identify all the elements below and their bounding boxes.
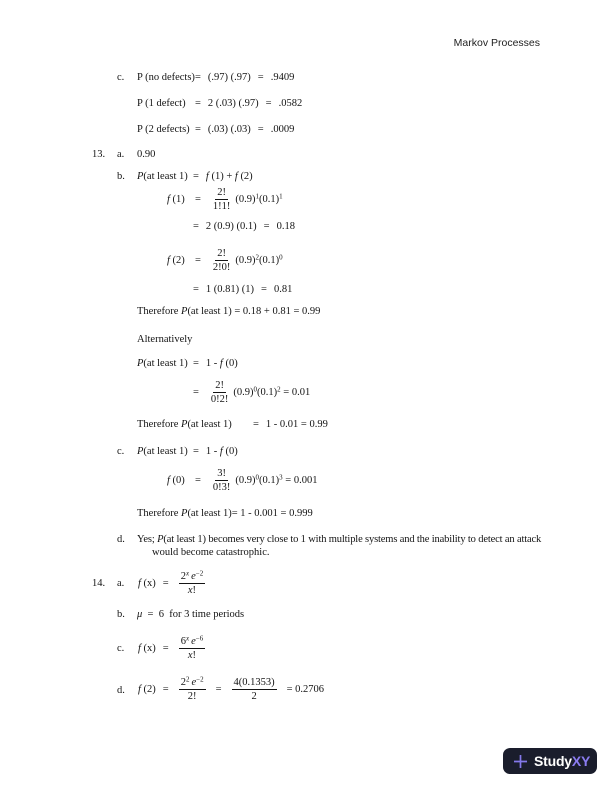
- term-exponent: 0: [255, 473, 260, 482]
- equals-sign: =: [215, 684, 222, 695]
- part-label-c: c.: [117, 446, 125, 457]
- equation-line: [137, 170, 253, 183]
- math-term: [235, 254, 282, 267]
- fraction-denominator: 0!3!: [212, 482, 231, 493]
- conclusion-line: [137, 507, 313, 520]
- var-p: P: [181, 306, 188, 317]
- math-text: (0): [222, 446, 238, 457]
- plus-icon: [513, 754, 528, 769]
- math-text: (x): [140, 578, 156, 589]
- equals-sign: =: [253, 419, 259, 430]
- fraction-numerator: 2!: [217, 187, 227, 198]
- part-label-c: c.: [117, 72, 125, 83]
- equals-sign: =: [195, 255, 201, 266]
- math-lhs: [137, 445, 193, 458]
- part-label-b: b.: [117, 609, 125, 620]
- var-p: P: [181, 419, 188, 430]
- term-exponent: 0: [279, 253, 283, 262]
- fraction: [209, 379, 231, 406]
- equals-sign: =: [193, 358, 199, 369]
- term-base: 6: [180, 636, 186, 647]
- math-term: 1 (0.81) (1): [205, 284, 255, 295]
- equation-line: [193, 220, 295, 233]
- equals-sign: =: [195, 124, 201, 135]
- equation-line: [193, 283, 292, 296]
- var-f: f: [167, 255, 170, 266]
- answer-text-line: [152, 546, 270, 559]
- math-term: 2 (.03) (.97): [207, 98, 259, 109]
- var-mu: μ: [137, 609, 143, 620]
- alternatively-label: [137, 333, 192, 346]
- equation-line: [167, 247, 283, 274]
- studyxy-logo: [503, 748, 597, 774]
- equals-sign: =: [193, 284, 199, 295]
- conclusion-line: [137, 418, 328, 431]
- term-base: (0.9): [235, 194, 256, 205]
- result-value: = 0.01: [280, 387, 311, 398]
- equation-line: [137, 608, 244, 621]
- part-label-b: b.: [117, 171, 125, 182]
- var-f: f: [219, 446, 223, 457]
- math-text: (at least 1): [143, 171, 188, 182]
- equals-sign: =: [257, 124, 264, 135]
- math-lhs: [137, 418, 253, 431]
- term-base: 2: [180, 677, 186, 688]
- term-exponent: 1: [255, 192, 260, 201]
- equals-sign: =: [162, 643, 169, 654]
- equation-line: [137, 445, 238, 458]
- equals-sign: =: [162, 684, 169, 695]
- result-value: = 0.001: [282, 475, 318, 486]
- equation-line: [137, 123, 294, 136]
- math-term: [235, 193, 282, 206]
- term-exponent: x: [185, 569, 190, 578]
- fraction-numerator: 4(0.1353): [233, 677, 275, 688]
- var-f: f: [219, 358, 223, 369]
- math-text: (2): [169, 255, 185, 266]
- fraction-numerator: [179, 570, 205, 584]
- math-lhs: [137, 170, 193, 183]
- result-value: 1 - 0.01 = 0.99: [265, 419, 328, 430]
- equals-sign: =: [257, 72, 264, 83]
- math-text: (at least 1): [143, 446, 188, 457]
- equals-sign: =: [162, 578, 169, 589]
- text: = 6 for 3 time periods: [142, 609, 245, 620]
- equation-line: [193, 379, 310, 406]
- math-text: (2): [237, 171, 253, 182]
- math-text: (1) +: [208, 171, 235, 182]
- equals-sign: =: [263, 221, 270, 232]
- text: (at least 1)= 1 - 0.001 = 0.999: [187, 508, 313, 519]
- equation-line: [137, 357, 238, 370]
- result-value: .0582: [278, 98, 303, 109]
- var-e: e: [191, 677, 197, 688]
- term-base: (0.9): [235, 475, 256, 486]
- math-term: 2 (0.9) (0.1): [205, 221, 257, 232]
- fraction-denominator: [186, 584, 198, 597]
- term-base: (0.1): [257, 387, 278, 398]
- equals-sign: =: [265, 98, 272, 109]
- logo-text-study: Study: [534, 753, 572, 769]
- fraction-denominator: 2: [251, 691, 257, 702]
- math-text: (2): [140, 684, 156, 695]
- fraction-denominator: 0!2!: [210, 394, 229, 405]
- result-value: 0.18: [276, 221, 295, 232]
- var-p: P: [137, 446, 144, 457]
- text: Therefore: [137, 508, 182, 519]
- fraction: [179, 635, 205, 662]
- var-e: e: [191, 571, 196, 582]
- text: (at least 1) becomes very close to 1 with multiple systems and the inability to detect an attack: [163, 534, 542, 545]
- math-term: [235, 474, 317, 487]
- math-lhs: [138, 642, 156, 655]
- term-base: (0.1): [259, 475, 280, 486]
- equals-sign: =: [195, 475, 201, 486]
- answer-13a: 0.90: [137, 149, 156, 160]
- equals-sign: =: [195, 194, 201, 205]
- fraction: [179, 570, 205, 597]
- fraction: [211, 467, 233, 494]
- term-exponent: 3: [279, 473, 283, 482]
- equals-sign: =: [193, 221, 199, 232]
- math-term: (.97) (.97): [207, 72, 251, 83]
- equals-sign: =: [195, 98, 201, 109]
- fraction-numerator: 2!: [215, 380, 225, 391]
- term-exponent: −2: [196, 675, 204, 684]
- var-f: f: [138, 643, 141, 654]
- fraction: [211, 186, 233, 213]
- equals-sign: =: [195, 72, 201, 83]
- term-exponent: x: [185, 634, 190, 643]
- factorial: !: [192, 650, 197, 661]
- var-p: P: [157, 534, 164, 545]
- term-base: (0.1): [259, 255, 280, 266]
- term-exponent: 2: [277, 385, 281, 394]
- math-term: [233, 386, 310, 399]
- equation-line: [167, 467, 317, 494]
- math-text: 1 -: [205, 446, 220, 457]
- equation-line: [138, 635, 208, 662]
- var-f: f: [234, 171, 238, 182]
- equation-line: [167, 186, 283, 213]
- math-lhs: P (1 defect): [137, 98, 186, 109]
- fraction-denominator: 1!1!: [212, 201, 231, 212]
- term-exponent: 1: [279, 192, 283, 201]
- factorial: !: [192, 585, 197, 596]
- term-base: 2: [180, 571, 186, 582]
- fraction-denominator: 2!0!: [212, 262, 231, 273]
- term-base: (0.9): [235, 255, 256, 266]
- equation-line: [138, 676, 331, 703]
- text: Therefore: [137, 306, 182, 317]
- equation-line: [137, 97, 302, 110]
- math-text: (x): [140, 643, 156, 654]
- term-exponent: −2: [195, 569, 204, 578]
- var-x: x: [187, 650, 193, 661]
- part-label-a: a.: [117, 149, 125, 160]
- fraction: [211, 247, 233, 274]
- term-base: (0.9): [233, 387, 254, 398]
- text: Therefore: [137, 419, 182, 430]
- math-text: (0): [169, 475, 185, 486]
- term-base: (0.1): [259, 194, 280, 205]
- math-lhs: [138, 577, 156, 590]
- math-text: 1 -: [205, 358, 220, 369]
- part-label-d: d.: [117, 685, 125, 696]
- page-header-title: Markov Processes: [453, 37, 540, 49]
- fraction: [232, 676, 277, 703]
- var-f: f: [138, 578, 141, 589]
- var-f: f: [167, 194, 170, 205]
- problem-13-number: 13.: [92, 149, 106, 160]
- result-value: .0009: [270, 124, 295, 135]
- fraction-denominator: 2!: [187, 691, 197, 702]
- fraction: [179, 676, 206, 703]
- math-lhs: [138, 683, 156, 696]
- equals-sign: =: [193, 171, 199, 182]
- math-lhs: [167, 474, 195, 487]
- math-text: (0): [222, 358, 238, 369]
- var-f: f: [138, 684, 141, 695]
- result-value: = 0.2706: [286, 684, 325, 695]
- var-e: e: [191, 636, 196, 647]
- math-text: (1): [169, 194, 185, 205]
- conclusion-line: [137, 305, 320, 318]
- math-text: (at least 1): [143, 358, 188, 369]
- term-exponent: 0: [253, 385, 258, 394]
- part-label-c: c.: [117, 643, 125, 654]
- equals-sign: =: [261, 284, 267, 295]
- var-p: P: [137, 171, 144, 182]
- math-lhs: P (no defects): [137, 72, 195, 83]
- var-x: x: [187, 585, 193, 596]
- result-value: .9409: [270, 72, 295, 83]
- var-f: f: [167, 475, 170, 486]
- part-label-d: d.: [117, 534, 125, 545]
- equals-sign: =: [193, 446, 199, 457]
- logo-text-xy: XY: [571, 753, 591, 769]
- term-exponent: −6: [195, 634, 204, 643]
- math-term: (.03) (.03): [207, 124, 251, 135]
- fraction-numerator: 3!: [217, 468, 227, 479]
- math-lhs: [137, 357, 193, 370]
- equation-line: [137, 71, 294, 84]
- var-f: f: [205, 171, 209, 182]
- equation-line: [138, 570, 208, 597]
- var-p: P: [181, 508, 188, 519]
- equals-sign: =: [193, 387, 199, 398]
- term-exponent: 2: [185, 675, 190, 684]
- term-exponent: 2: [255, 253, 260, 262]
- result-value: 0.81: [273, 284, 293, 295]
- math-lhs: [167, 254, 195, 267]
- math-lhs: [167, 193, 195, 206]
- answer-text-line: [137, 533, 541, 546]
- text: would become catastrophic.: [152, 547, 270, 558]
- var-p: P: [137, 358, 144, 369]
- text: (at least 1) = 0.18 + 0.81 = 0.99: [187, 306, 321, 317]
- fraction-numerator: 2!: [217, 248, 227, 259]
- fraction-numerator: [179, 635, 205, 649]
- text: Yes;: [137, 534, 158, 545]
- fraction-numerator: [179, 676, 206, 690]
- problem-14-number: 14.: [92, 578, 106, 589]
- text: Alternatively: [137, 334, 193, 345]
- text: (at least 1): [187, 419, 232, 430]
- math-lhs: P (2 defects): [137, 124, 190, 135]
- fraction-denominator: [186, 649, 198, 662]
- part-label-a: a.: [117, 578, 125, 589]
